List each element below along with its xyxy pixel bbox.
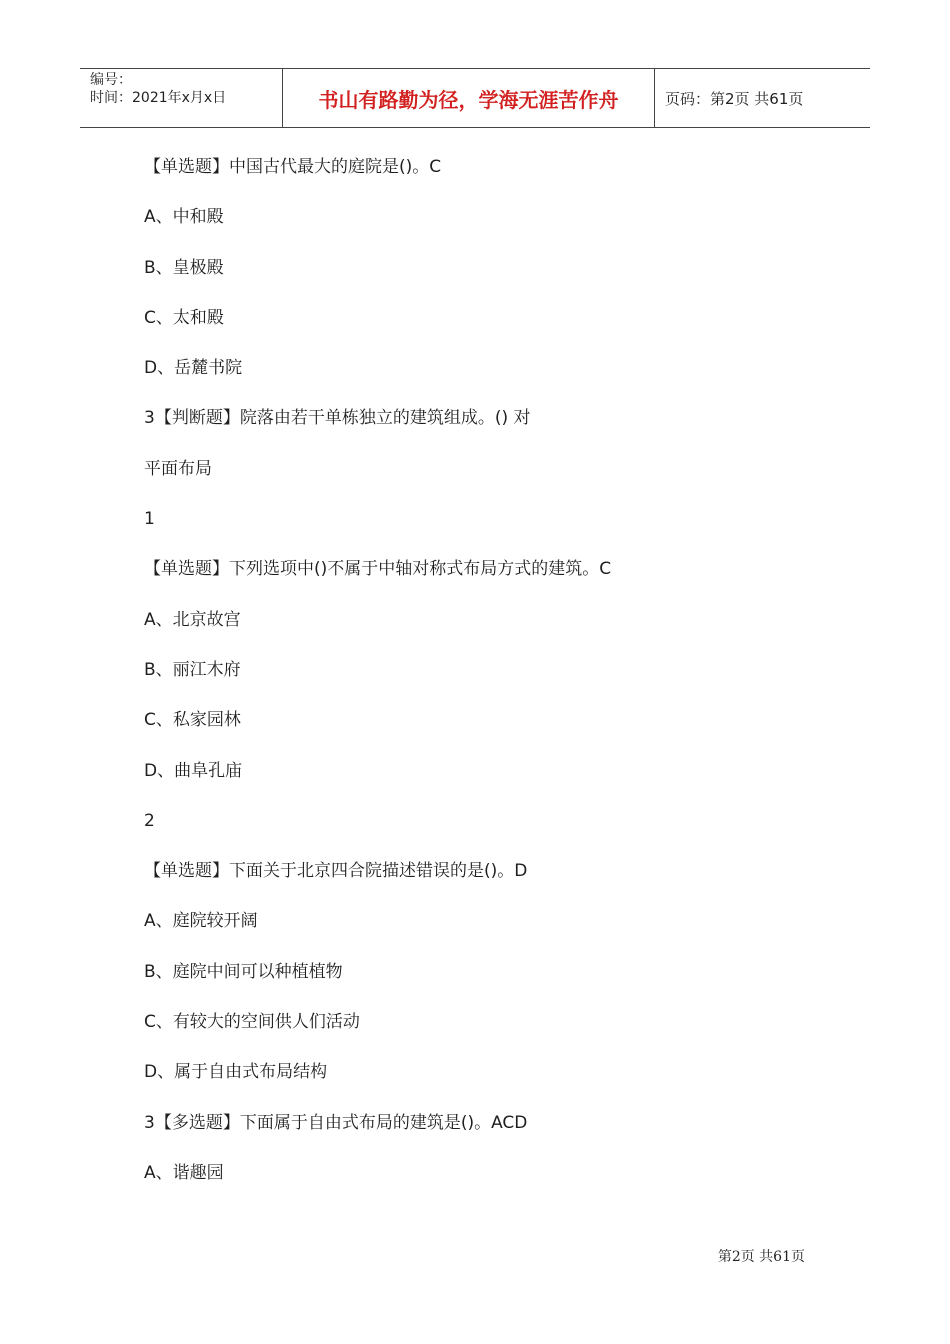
question-stem: 3【多选题】下面属于自由式布局的建筑是()。ACD [144, 1112, 528, 1133]
question-stem: 3【判断题】院落由若干单栋独立的建筑组成。() 对 [144, 408, 531, 429]
question-stem: 【单选题】中国古代最大的庭院是()。C [144, 157, 442, 177]
date-label: 时间：2021年x月x日 [90, 90, 227, 106]
answer-option: C、有较大的空间供人们活动 [144, 1012, 360, 1033]
answer-option: A、谐趣园 [144, 1162, 224, 1183]
answer-option: B、皇极殿 [144, 257, 224, 278]
answer-option: D、岳麓书院 [144, 358, 243, 379]
question-stem: 【单选题】下列选项中()不属于中轴对称式布局方式的建筑。C [144, 559, 612, 580]
question-number: 2 [144, 810, 155, 831]
answer-option: A、中和殿 [144, 207, 224, 228]
answer-option: D、曲阜孔庙 [144, 760, 243, 781]
document-body [144, 152, 844, 1208]
question-number: 1 [144, 509, 155, 530]
section-heading: 平面布局 [144, 458, 212, 479]
answer-option: B、丽江木府 [144, 659, 241, 680]
page-header [80, 68, 870, 128]
header-meta [80, 69, 282, 127]
answer-option: C、私家园林 [144, 710, 241, 731]
answer-option: B、庭院中间可以种植植物 [144, 961, 343, 982]
page-footer: 第2页 共61页 [717, 1249, 805, 1265]
question-stem: 【单选题】下面关于北京四合院描述错误的是()。D [144, 861, 528, 882]
answer-option: C、太和殿 [144, 307, 224, 328]
code-label: 编号： [90, 72, 132, 88]
header-page-info: 页码：第2页 共61页 [665, 89, 804, 108]
header-motto: 书山有路勤为径，学海无涯苦作舟 [282, 69, 655, 127]
answer-option: A、庭院较开阔 [144, 911, 258, 932]
answer-option: D、属于自由式布局结构 [144, 1062, 328, 1083]
answer-option: A、北京故宫 [144, 609, 241, 630]
